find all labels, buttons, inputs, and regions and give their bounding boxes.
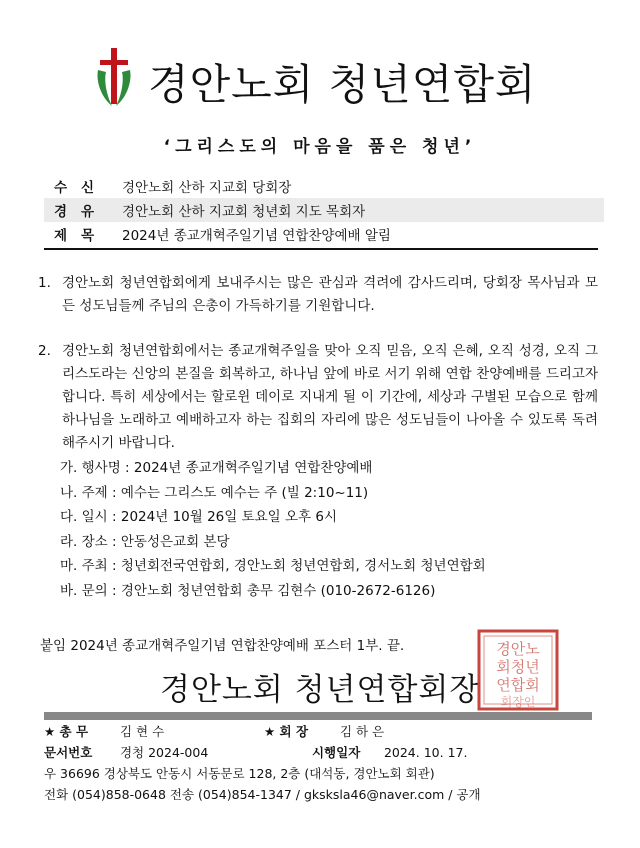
detail-marker: 다. xyxy=(60,509,78,525)
meta-value: 경안노회 산하 지교회 청년회 지도 목회자 xyxy=(122,204,366,220)
detail-row: 바. 문의 : 경안노회 청년연합회 총무 김현수 (010-2672-6126) xyxy=(60,582,436,599)
footer xyxy=(44,722,604,806)
detail-value: 2024년 10월 26일 토요일 오후 6시 xyxy=(120,509,338,525)
detail-marker: 나. xyxy=(60,484,78,501)
paragraph-text: 경안노회 청년연합회에서는 종교개혁주일을 맞아 오직 믿음, 오직 은혜, 오직 성경, 오직 그리스도라는 신앙의 본질을 회복하고, 하나님 앞에 바로 서기 위해 연합 찬양예배를 드리고자 합니다. 특히 세상에서는 할로윈 데이로 지내게 될 이 기간에, 세상과 구별된 모습으로 함께 하나님을 노래하고 예배하고자 하는 집회의 자리에 많은 성도님들이 나아올 수 있도록 독려해주시기 바랍니다. xyxy=(62,343,598,451)
detail-value: 안동성은교회 본당 xyxy=(120,533,230,550)
detail-marker: 마. xyxy=(60,558,78,574)
paragraph-number: 2. xyxy=(38,343,51,359)
recipient-block xyxy=(44,174,604,246)
footer-contact: 전화 (054)858-0648 전송 (054)854-1347 / gksksla46@naver.com / 공개 xyxy=(44,787,481,802)
detail-marker: 바. xyxy=(60,582,78,599)
meta-label: 제목 xyxy=(53,228,109,244)
detail-value: 2024년 종교개혁주일기념 연합찬양예배 xyxy=(133,460,373,476)
detail-marker: 가. xyxy=(60,460,78,476)
detail-row: 마. 주최 : 청년회전국연합회, 경안노회 청년연합회, 경서노회 청년연합회 xyxy=(60,558,486,574)
doc-no-label: 문서번호 xyxy=(44,745,93,760)
detail-label: 주제 xyxy=(81,484,108,501)
paragraph-1 xyxy=(38,272,598,318)
meta-row-via xyxy=(44,198,604,222)
sender-title: 경안노회 청년연합회장 xyxy=(160,672,481,708)
detail-label: 장소 xyxy=(81,533,108,550)
meta-row-subject xyxy=(44,222,604,246)
official-seal-icon xyxy=(476,628,560,712)
president-name: 김 하 은 xyxy=(339,724,385,739)
meta-value: 경안노회 산하 지교회 당회장 xyxy=(122,180,292,196)
svg-text:경안노: 경안노 xyxy=(496,640,540,658)
detail-row: 라. 장소 : 안동성은교회 본당 xyxy=(60,533,230,550)
detail-label: 일시 xyxy=(81,509,108,525)
detail-value: 예수는 그리스도 예수는 주 (빌 2:10~11) xyxy=(120,484,369,501)
issue-date: 2024. 10. 17. xyxy=(383,745,468,760)
motto: ‘그리스도의 마음을 품은 청년’ xyxy=(163,137,477,157)
doc-no: 경청 2024-004 xyxy=(119,745,209,760)
footer-bar xyxy=(44,712,592,720)
svg-text:연합회: 연합회 xyxy=(496,676,540,694)
detail-row: 다. 일시 : 2024년 10월 26일 토요일 오후 6시 xyxy=(60,509,338,525)
svg-text:회장인: 회장인 xyxy=(500,695,536,709)
meta-label: 경유 xyxy=(53,204,109,220)
org-title: 경안노회 청년연합회 xyxy=(148,60,537,109)
detail-marker: 라. xyxy=(60,533,78,550)
detail-value: 경안노회 청년연합회 총무 김현수 (010-2672-6126) xyxy=(120,582,436,599)
detail-label: 주최 xyxy=(81,558,108,574)
detail-row: 나. 주제 : 예수는 그리스도 예수는 주 (빌 2:10~11) xyxy=(60,484,369,501)
paragraph-2 xyxy=(38,340,598,455)
secretary-label: ★ 총 무 xyxy=(44,724,89,739)
paragraph-number: 1. xyxy=(38,275,51,291)
meta-label: 수신 xyxy=(53,180,109,196)
president-label: ★ 회 장 xyxy=(263,724,309,739)
divider xyxy=(44,248,598,250)
svg-text:회청년: 회청년 xyxy=(496,658,540,676)
detail-value: 청년회전국연합회, 경안노회 청년연합회, 경서노회 청년연합회 xyxy=(120,558,486,574)
detail-row: 가. 행사명 : 2024년 종교개혁주일기념 연합찬양예배 xyxy=(60,460,373,476)
date-label: 시행일자 xyxy=(311,745,361,760)
footer-address: 우 36696 경상북도 안동시 서동문로 128, 2층 (대석동, 경안노회 회관) xyxy=(44,766,435,781)
footer-signers xyxy=(44,722,604,743)
secretary-name: 김 현 수 xyxy=(119,724,165,739)
detail-label: 행사명 xyxy=(81,460,121,476)
footer-docinfo xyxy=(44,743,604,764)
meta-row-recipient xyxy=(44,174,604,198)
cross-logo-icon xyxy=(92,46,136,110)
event-details xyxy=(60,456,600,603)
paragraph-text: 경안노회 청년연합회에게 보내주시는 많은 관심과 격려에 감사드리며, 당회장 목사님과 모든 성도님들께 주님의 은총이 가득하기를 기원합니다. xyxy=(62,275,598,314)
attachment-note: 붙임 2024년 종교개혁주일기념 연합찬양예배 포스터 1부. 끝. xyxy=(40,638,405,654)
detail-label: 문의 xyxy=(81,582,108,599)
meta-value: 2024년 종교개혁주일기념 연합찬양예배 알림 xyxy=(122,228,391,244)
